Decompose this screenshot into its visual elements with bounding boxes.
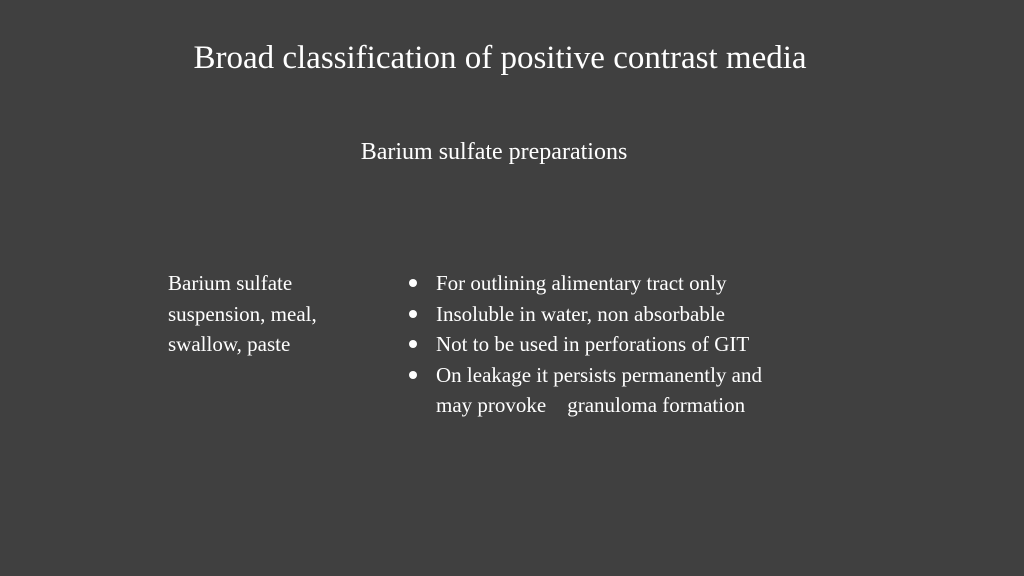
bullet-item bbox=[405, 268, 1005, 299]
bullet-dot-icon bbox=[409, 279, 417, 287]
preparation-types-line: suspension, meal, bbox=[168, 301, 317, 326]
slide-title: Broad classification of positive contrast media bbox=[193, 40, 807, 76]
preparation-types-line: swallow, paste bbox=[168, 332, 291, 356]
bullet-text-continuation: may provoke granuloma formation bbox=[436, 393, 746, 417]
bullet-text: Insoluble in water, non absorbable bbox=[436, 301, 725, 326]
bullet-text: On leakage it persists permanently and bbox=[436, 362, 762, 387]
bullet-text: Not to be used in perforations of GIT bbox=[436, 332, 750, 356]
bullet-item bbox=[405, 360, 1005, 421]
bullet-text: For outlining alimentary tract only bbox=[436, 271, 727, 295]
slide-subtitle: Barium sulfate preparations bbox=[360, 139, 628, 165]
bullet-dot-icon bbox=[409, 310, 417, 318]
bullet-item bbox=[405, 329, 1005, 360]
bullet-item bbox=[405, 299, 1005, 330]
bullet-dot-icon bbox=[409, 340, 417, 348]
preparation-types bbox=[168, 268, 378, 360]
bullet-list bbox=[405, 268, 1005, 421]
preparation-types-line: Barium sulfate bbox=[168, 271, 293, 295]
bullet-dot-icon bbox=[409, 371, 417, 379]
